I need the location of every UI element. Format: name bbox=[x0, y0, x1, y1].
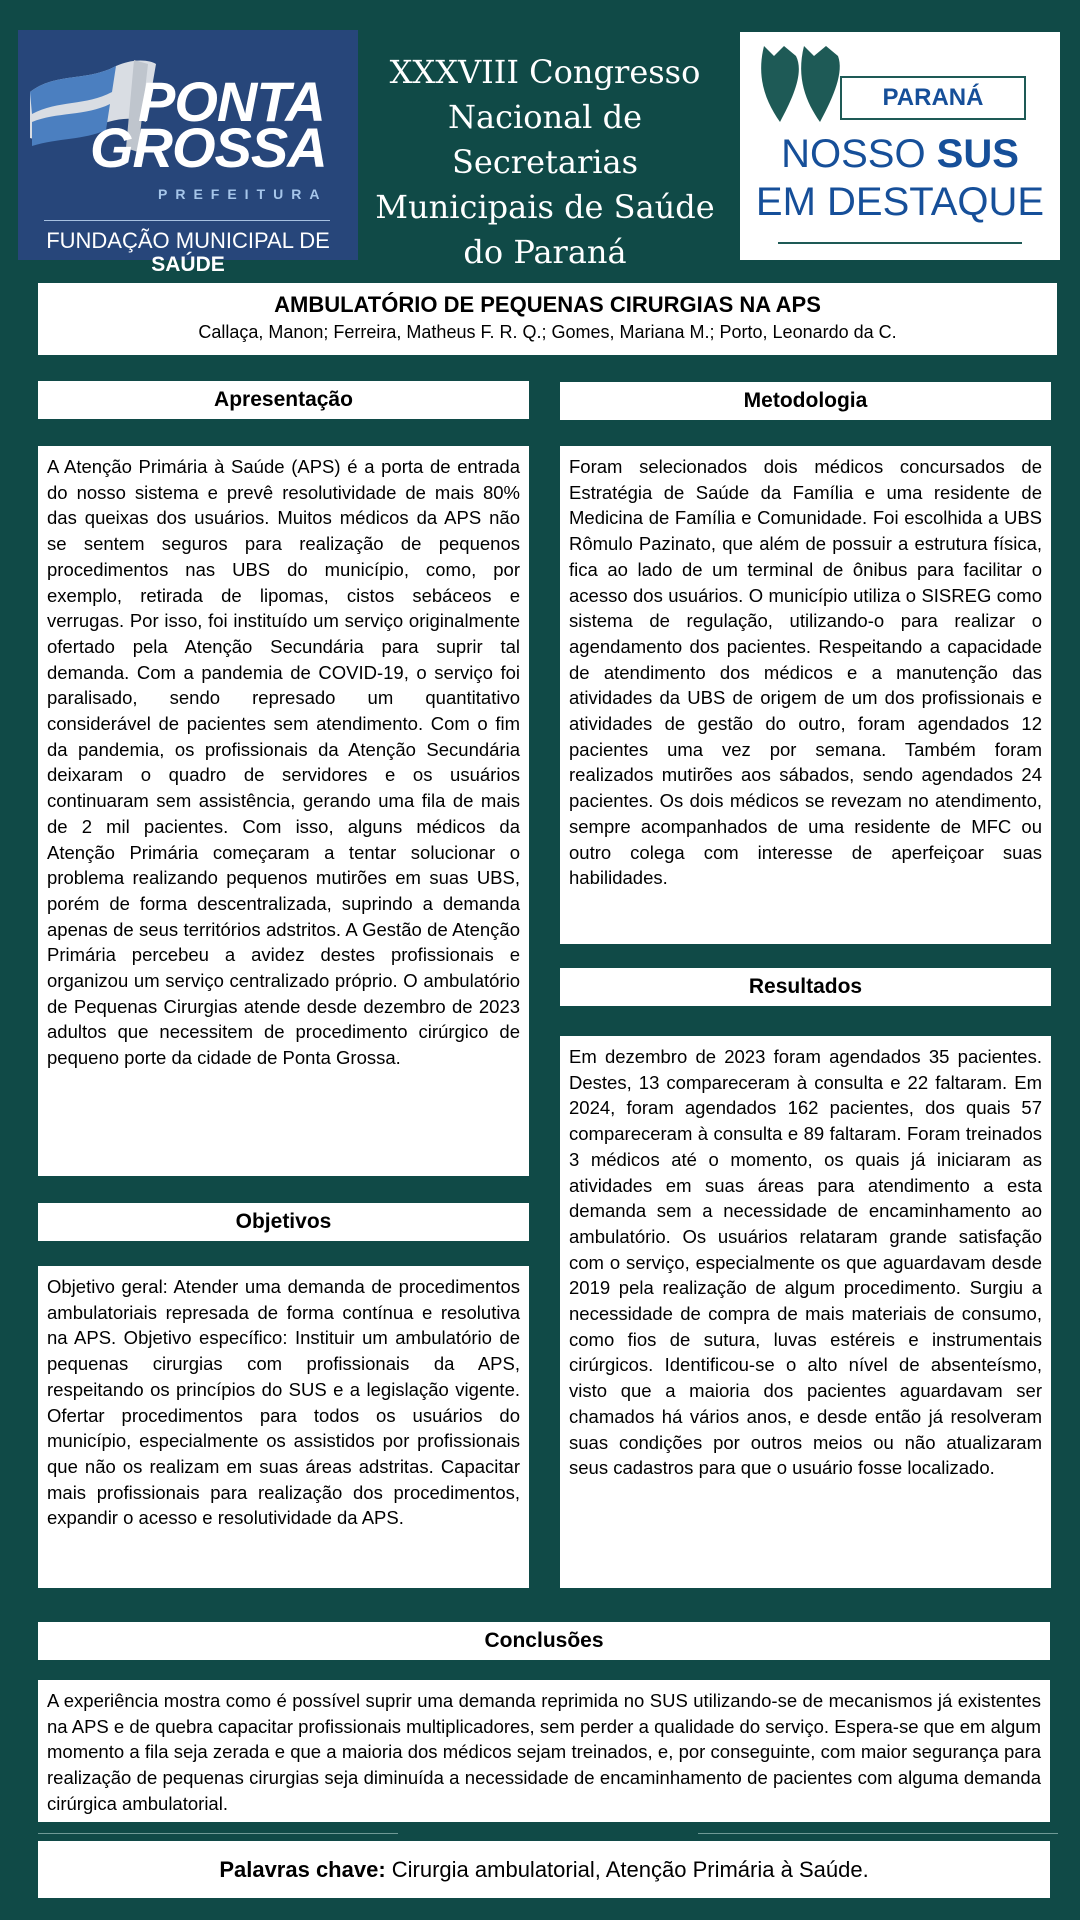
metodologia-heading: Metodologia bbox=[560, 382, 1051, 420]
keywords-label: Palavras chave: bbox=[219, 1857, 386, 1882]
resultados-heading: Resultados bbox=[560, 968, 1051, 1006]
ponta-grossa-logo bbox=[18, 30, 358, 276]
logo-divider bbox=[44, 220, 330, 221]
logo-nosso-sus bbox=[740, 130, 1060, 178]
apresentacao-heading: Apresentação bbox=[38, 381, 529, 419]
objetivos-body: Objetivo geral: Atender uma demanda de procedimentos ambulatoriais represada de forma contínua e resolutiva na APS. Objetivo específico: Instituir um ambulatório de pequenas cirurgias com profissionais da APS, respeitando os princípios do SUS e a legislação vigente. Ofertar procedimentos para todos os usuários do município, especialmente os assistidos por profissionais que não os realizam em suas áreas adstritas. Capacitar mais profissionais para realização dos procedimentos, expandir o acesso e resolutividade da APS. bbox=[38, 1266, 529, 1588]
authors: Callaça, Manon; Ferreira, Matheus F. R. Q.; Gomes, Mariana M.; Porto, Leonardo da C. bbox=[198, 322, 897, 342]
state-label: PARANÁ bbox=[840, 76, 1026, 120]
congress-title: XXXVIII Congresso Nacional de Secretarias Municipais de Saúde do Paraná bbox=[375, 53, 715, 271]
logo-org-line2: SAÚDE bbox=[151, 253, 225, 276]
metodologia-body: Foram selecionados dois médicos concursados de Estratégia de Saúde da Família e uma residente de Medicina de Família e Comunidade. Foi escolhida a UBS Rômulo Pazinato, que além de possuir a estrutura física, fica ao lado de um terminal de ônibus para facilitar o acesso dos usuários. O município utiliza o SISREG como sistema de regulação, utilizando-o para realizar o agendamento dos pacientes. Respeitando a capacidade de atendimento dos médicos e a manutenção das atividades da UBS de origem de um dos profissionais e atividades de gestão do outro, foram agendados 12 pacientes uma vez por semana. Também foram realizados mutirões aos sábados, sendo agendados 24 pacientes. Os dois médicos se revezam no atendimento, sempre acompanhados de uma residente de MFC ou outro colega com interesse de aperfeiçoar suas habilidades. bbox=[560, 446, 1051, 944]
logo-rule bbox=[778, 242, 1022, 244]
poster-title: AMBULATÓRIO DE PEQUENAS CIRURGIAS NA APS bbox=[274, 292, 821, 317]
logo-sus: SUS bbox=[936, 132, 1019, 176]
resultados-body: Em dezembro de 2023 foram agendados 35 pacientes. Destes, 13 compareceram à consulta e 22 faltaram. Em 2024, foram agendados 162 pacientes, dos quais 57 compareceram à consulta e 89 faltaram. Foram treinados 3 médicos até o momento, os quais já iniciaram as atividades em suas áreas para atendimento a esta demanda sem a necessidade de encaminhamento ao ambulatório. Os usuários relataram grande satisfação com o serviço, especialmente os que aguardavam desde 2019 pela realização de algum procedimento. Surgiu a necessidade de compra de mais materiais de consumo, como fios de sutura, luvas estéreis e instrumentais cirúrgicos. Identificou-se o alto nível de absenteísmo, visto que a maioria dos pacientes aguardavam ser chamados há vários anos, e desde então já resolveram suas condições por outros meios ou não atualizaram seus cadastros para que o usuário fosse localizado. bbox=[560, 1036, 1051, 1588]
decorative-divider bbox=[38, 1832, 1058, 1835]
logo-subtitle: PREFEITURA bbox=[158, 186, 328, 202]
logo-nosso: NOSSO bbox=[781, 132, 937, 176]
heart-icon bbox=[754, 42, 846, 124]
logo-org-line1: FUNDAÇÃO MUNICIPAL DE bbox=[46, 228, 330, 253]
keywords-value: Cirurgia ambulatorial, Atenção Primária à Saúde. bbox=[385, 1857, 869, 1882]
keywords-panel bbox=[38, 1841, 1050, 1898]
logo-em-destaque: EM DESTAQUE bbox=[755, 180, 1045, 224]
objetivos-heading: Objetivos bbox=[38, 1203, 529, 1241]
logo-word-ponta: PONTA bbox=[138, 70, 325, 133]
title-panel bbox=[38, 283, 1057, 355]
conclusoes-heading: Conclusões bbox=[38, 1622, 1050, 1660]
parana-sus-logo bbox=[740, 32, 1060, 260]
apresentacao-body: A Atenção Primária à Saúde (APS) é a porta de entrada do nosso sistema e prevê resolutividade de mais 80% das queixas dos usuários. Muitos médicos da APS não se sentem seguros para realização de pequenos procedimentos nas UBS do município, como, por exemplo, retirada de lipomas, cistos sebáceos e verrugas. Por isso, foi instituído um serviço originalmente ofertado pela Atenção Secundária para suprir tal demanda. Com a pandemia de COVID-19, o serviço foi paralisado, sendo represado um quantitativo considerável de pacientes sem atendimento. Com o fim da pandemia, os profissionais da Atenção Secundária deixaram o quadro de servidores e os usuários continuaram sem assistência, gerando uma fila de mais de 2 mil pacientes. Com isso, alguns médicos da Atenção Primária começaram a tentar solucionar o problema realizando pequenos mutirões em suas UBS, porém de forma descentralizada, suprindo a demanda apenas de seus territórios adstritos. A Gestão de Atenção Primária percebeu a avidez destes profissionais e organizou um serviço centralizado próprio. O ambulatório de Pequenas Cirurgias atende desde dezembro de 2023 adultos que necessitem de procedimento cirúrgico de pequeno porte da cidade de Ponta Grossa. bbox=[38, 446, 529, 1176]
conclusoes-body: A experiência mostra como é possível suprir uma demanda reprimida no SUS utilizando-se de mecanismos já existentes na APS e de quebra capacitar profissionais multiplicadores, sem perder a qualidade do serviço. Espera-se que em algum momento a fila seja zerada e que a maioria dos médicos sejam treinados, e, por conseguinte, com maior segurança para realização de pequenas cirurgias seja diminuída a necessidade de encaminhamento de pacientes com alguma demanda cirúrgica ambulatorial. bbox=[38, 1680, 1050, 1822]
logo-word-grossa: GROSSA bbox=[90, 116, 327, 179]
